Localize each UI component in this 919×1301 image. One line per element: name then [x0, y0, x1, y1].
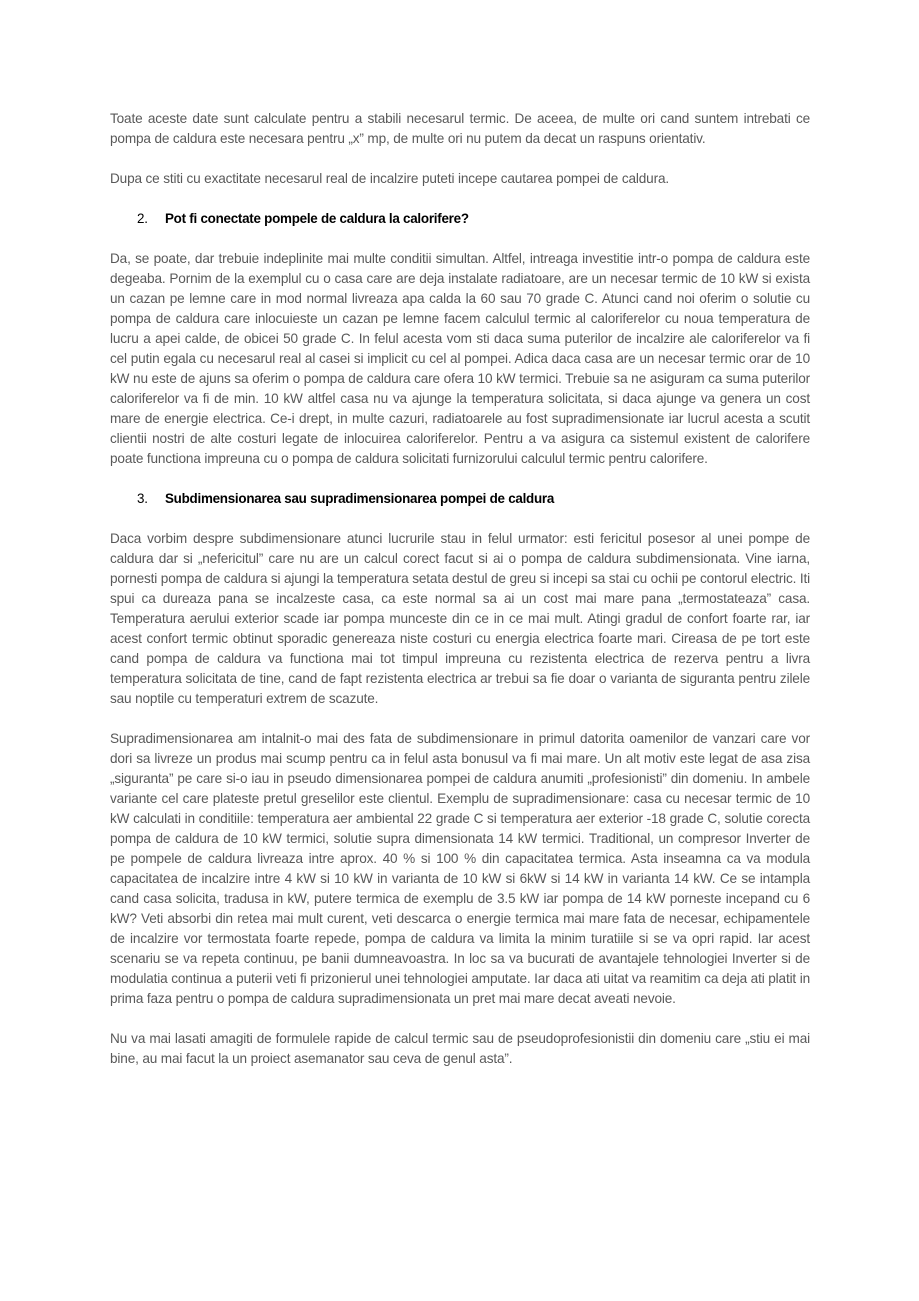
section-heading-2 — [110, 209, 810, 229]
document-page — [110, 109, 810, 1089]
intro-paragraph-1: Toate aceste date sunt calculate pentru a stabili necesarul termic. De aceea, de multe ori cand suntem intrebati ce pompa de caldura este necesara pentru „x” mp, de multe ori nu putem da decat un raspuns orientativ. — [110, 111, 810, 146]
section-2-paragraph-1: Da, se poate, dar trebuie indeplinite mai multe conditii simultan. Altfel, intreaga investitie intr-o pompa de caldura este degeaba. Pornim de la exemplul cu o casa care are deja instalate radiatoare, are un necesar termic de 10 kW si exista un cazan pe lemne care in mod normal livreaza apa calda la 60 sau 70 grade C. Atunci cand noi oferim o solutie cu pompa de caldura care inlocuieste un cazan pe lemne facem calculul termic al caloriferelor cu noua temperatura de lucru a apei calde, de obicei 50 grade C. In felul acesta vom sti daca suma puterilor de incalzire ale caloriferelor va fi cel putin egala cu necesarul real al casei si implicit cu cel al pompei. Adica daca casa are un necesar termic orar de 10 kW nu este de ajuns sa oferim o pompa de caldura care ofera 10 kW termici. Trebuie sa ne asiguram ca suma puterilor caloriferelor va fi de min. 10 kW altfel casa nu va ajunge la temperatura solicitata, si daca ajunge va genera un cost mare de energie electrica. Ce-i drept, in multe cazuri, radiatoarele au fost supradimensionate iar lucrul acesta a scutit clientii nostri de alte costuri legate de inlocuirea caloriferelor. Pentru a va asigura ca sistemul existent de calorifere poate functiona impreuna cu o pompa de caldura solicitati furnizorului calculul termic pentru calorifere. — [110, 251, 810, 466]
section-number: 3. — [137, 491, 148, 506]
section-heading-3 — [110, 489, 810, 509]
section-number: 2. — [137, 211, 148, 226]
section-3-paragraph-3: Nu va mai lasati amagiti de formulele rapide de calcul termic sau de pseudoprofesionistii din domeniu care „stiu ei mai bine, au mai facut la un proiect asemanator sau ceva de genul asta”. — [110, 1031, 810, 1066]
intro-paragraph-2: Dupa ce stiti cu exactitate necesarul real de incalzire puteti incepe cautarea pompei de caldura. — [110, 171, 669, 186]
section-title: Subdimensionarea sau supradimensionarea pompei de caldura — [165, 491, 555, 506]
section-title: Pot fi conectate pompele de caldura la calorifere? — [165, 211, 469, 226]
section-3-paragraph-2: Supradimensionarea am intalnit-o mai des fata de subdimensionare in primul datorita oamenilor de vanzari care vor dori sa livreze un produs mai scump pentru ca in felul asta bonusul va fi mai mare. Un alt motiv este legat de asa zisa „siguranta” pe care si-o iau in pseudo dimensionarea pompei de caldura anumiti „profesionisti” din domeniu. In ambele variante cel care plateste pretul greselilor este clientul. Exemplu de supradimensionare: casa cu necesar termic de 10 kW calculati in conditiile: temperatura aer ambiental 22 grade C si temperatura aer exterior -18 grade C, solutie corecta pompa de caldura de 10 kW termici, solutie supra dimensionata 14 kW termici. Traditional, un compresor Inverter de pe pompele de caldura livreaza intre aprox. 40 % si 100 % din capacitatea termica. Asta inseamna ca va modula capacitatea de incalzire intre 4 kW si 10 kW in varianta de 10 kW si 6kW si 14 kW in varianta 14 kW. Ce se intampla cand casa solicita, tradusa in kW, putere termica de exemplu de 3.5 kW iar pompa de 14 kW porneste incepand cu 6 kW? Veti absorbi din retea mai mult curent, veti descarca o energie termica mai mare fata de necesar, echipamentele de incalzire vor termostata foarte repede, pompa de caldura va limita la minim turatiile si se va opri rapid. Iar acest scenariu se va repeta continuu, pe banii dumneavoastra. In loc sa va bucurati de avantajele tehnologiei Inverter si de modulatia continua a puterii veti fi prizonierul unei tehnologiei amputate. Iar daca ati uitat va reamitim ca deja ati platit in prima faza pentru o pompa de caldura supradimensionata un pret mai mare decat aveati nevoie. — [110, 731, 810, 1006]
section-3-paragraph-1: Daca vorbim despre subdimensionare atunci lucrurile stau in felul urmator: esti fericitul posesor al unei pompe de caldura dar si „nefericitul” care nu are un calcul corect facut si ai o pompa de caldura subdimensionata. Vine iarna, pornesti pompa de caldura si ajungi la temperatura setata destul de greu si incepi sa stai cu ochii pe contorul electric. Iti spui ca dureaza pana se incalzeste casa, ca este normal sa ai un cost mai mare pana „termostateaza” casa. Temperatura aerului exterior scade iar pompa munceste din ce in ce mai mult. Atingi gradul de confort foarte rar, iar acest confort termic obtinut sporadic genereaza niste costuri cu energia electrica foarte mari. Cireasa de pe tort este cand pompa de caldura va functiona mai tot timpul impreuna cu rezistenta electrica de rezerva pentru a livra temperatura solicitata de tine, cand de fapt rezistenta electrica ar trebui sa fie doar o varianta de siguranta pentru zilele sau noptile cu temperaturi extrem de scazute. — [110, 531, 810, 706]
